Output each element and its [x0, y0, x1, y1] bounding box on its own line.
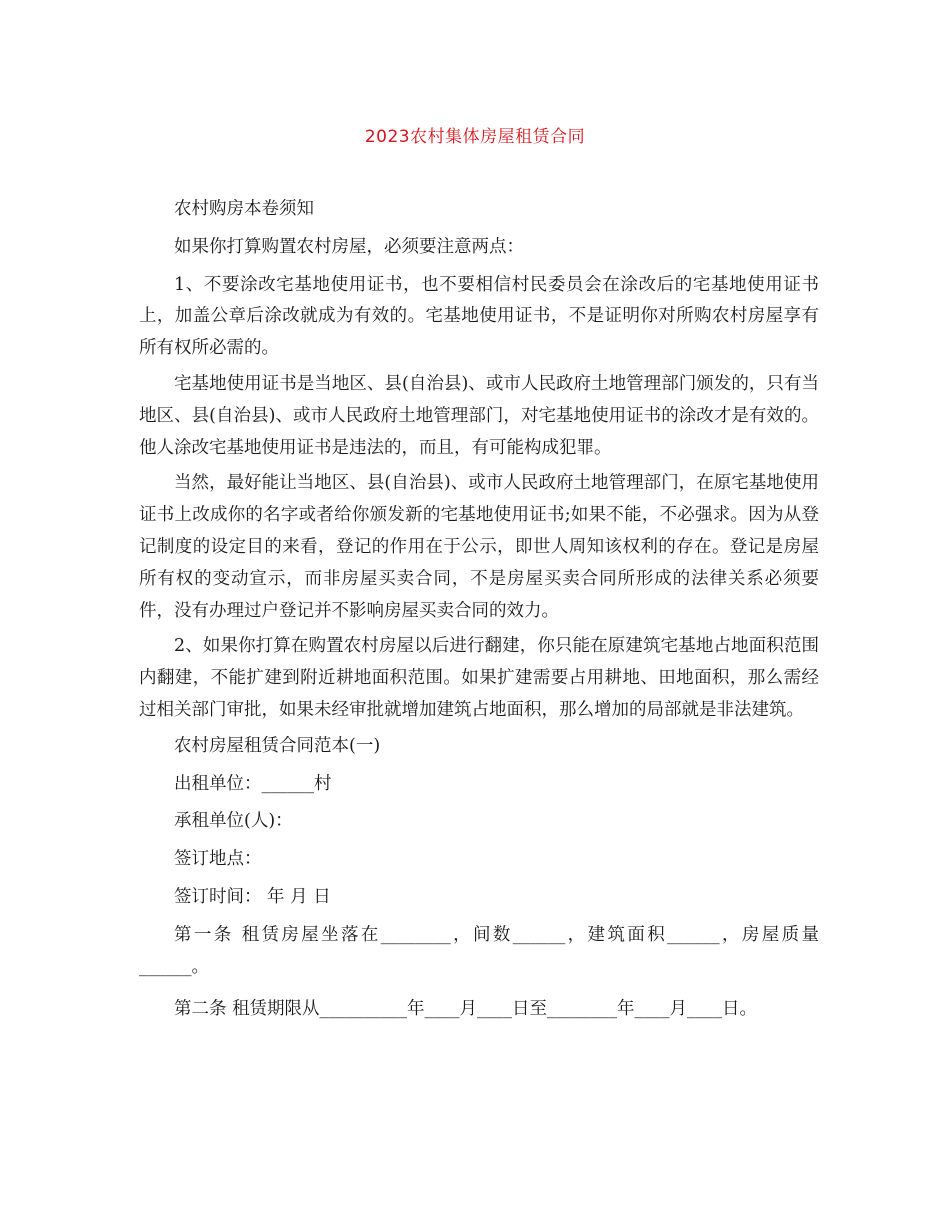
- paragraph-registration: 当然，最好能让当地区、县(自治县)、或市人民政府土地管理部门，在原宅基地使用证书上改成你的名字或者给你颁发新的宅基地使用证书;如果不能，不必强求。因为从登记制度的设定目的来看，登记的作用在于公示，即世人周知该权利的存在。登记是房屋所有权的变动宣示，而非房屋买卖合同，不是房屋买卖合同所形成的法律关系必须要件，没有办理过户登记并不影响房屋买卖合同的效力。: [139, 473, 819, 621]
- paragraph-point-2: 2、如果你打算在购置农村房屋以后进行翻建，你只能在原建筑宅基地占地面积范围内翻建，不能扩建到附近耕地面积范围。如果扩建需要占用耕地、田地面积，那么需经过相关部门审批，如果未经审批就增加建筑占地面积，那么增加的局部就是非法建筑。: [139, 636, 819, 720]
- paragraph-contract-template-heading: 农村房屋租赁合同范本(一): [174, 735, 381, 756]
- paragraph-lessee: 承租单位(人)：: [174, 811, 293, 832]
- paragraph-certificate-authority: 宅基地使用证书是当地区、县(自治县)、或市人民政府土地管理部门颁发的，只有当地区、县(自治县)、或市人民政府土地管理部门，对宅基地使用证书的涂改才是有效的。他人涂改宅基地使用证书是违法的，而且，有可能构成犯罪。: [139, 373, 819, 458]
- paragraph-point-1: 1、不要涂改宅基地使用证书，也不要相信村民委员会在涂改后的宅基地使用证书上，加盖公章后涂改就成为有效的。宅基地使用证书，不是证明你对所购农村房屋享有所有权所必需的。: [139, 274, 819, 359]
- paragraph-article-2: 第二条 租赁期限从__________年____月____日至________年____月____日。: [174, 999, 758, 1020]
- paragraph-lessor: 出租单位：______村: [174, 773, 332, 794]
- paragraph-sign-time: 签订时间： 年 月 日: [174, 886, 331, 907]
- document-body: [139, 194, 819, 1030]
- paragraph-sign-place: 签订地点：: [174, 849, 262, 870]
- paragraph-two-points: 如果你打算购置农村房屋，必须要注意两点：: [174, 236, 524, 257]
- paragraph-purchase-notice: 农村购房本卷须知: [174, 199, 314, 219]
- document-title: 2023农村集体房屋租赁合同: [364, 127, 586, 147]
- paragraph-article-1: 第一条 租赁房屋坐落在________，间数______，建筑面积______，房屋质量______。: [139, 924, 819, 977]
